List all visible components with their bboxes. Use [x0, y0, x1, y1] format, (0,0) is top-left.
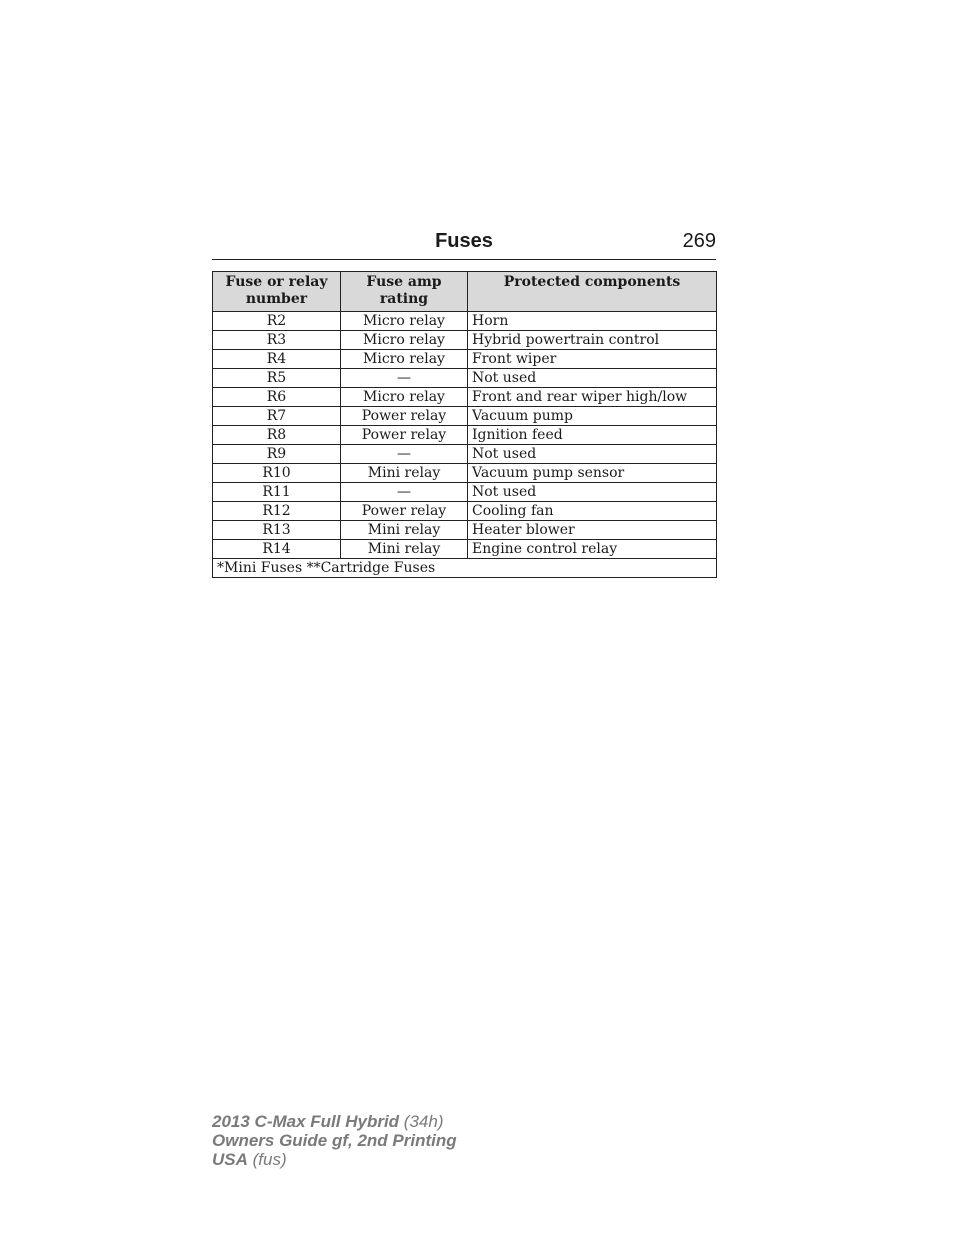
protected-component-cell: Not used — [468, 445, 717, 464]
table-body — [213, 312, 717, 578]
table-row — [213, 464, 717, 483]
column-header-protected-components: Protected components — [468, 272, 717, 312]
protected-component-cell: Vacuum pump — [468, 407, 717, 426]
table-row — [213, 312, 717, 331]
page-header — [212, 228, 716, 260]
fuse-number-cell: R6 — [213, 388, 341, 407]
protected-component-cell: Horn — [468, 312, 717, 331]
table-footnote-row — [213, 559, 717, 578]
protected-component-cell: Front and rear wiper high/low — [468, 388, 717, 407]
protected-component-cell: Not used — [468, 483, 717, 502]
table-row — [213, 483, 717, 502]
fuse-number-cell: R2 — [213, 312, 341, 331]
fuse-number-cell: R5 — [213, 369, 341, 388]
amp-rating-cell: Mini relay — [341, 464, 468, 483]
fuse-table — [212, 271, 717, 578]
table-row — [213, 502, 717, 521]
amp-rating-cell: Power relay — [341, 426, 468, 445]
table-row — [213, 426, 717, 445]
protected-component-cell: Ignition feed — [468, 426, 717, 445]
table-row — [213, 388, 717, 407]
fuse-number-cell: R10 — [213, 464, 341, 483]
section-title: Fuses — [435, 230, 493, 252]
fuse-number-cell: R11 — [213, 483, 341, 502]
amp-rating-cell: Mini relay — [341, 540, 468, 559]
footer-market-code: (fus) — [252, 1150, 287, 1169]
protected-component-cell: Not used — [468, 369, 717, 388]
fuse-number-cell: R7 — [213, 407, 341, 426]
amp-rating-cell: Power relay — [341, 502, 468, 521]
fuse-number-cell: R14 — [213, 540, 341, 559]
amp-rating-cell: Mini relay — [341, 521, 468, 540]
footer-guide-edition: Owners Guide gf, 2nd Printing — [212, 1131, 457, 1150]
column-header-amp-rating: Fuse amp rating — [341, 272, 468, 312]
amp-rating-cell: Power relay — [341, 407, 468, 426]
fuse-number-cell: R4 — [213, 350, 341, 369]
footer-line-model — [212, 1112, 457, 1131]
table-row — [213, 407, 717, 426]
table-footnote: *Mini Fuses **Cartridge Fuses — [213, 559, 717, 578]
protected-component-cell: Vacuum pump sensor — [468, 464, 717, 483]
table-row — [213, 331, 717, 350]
amp-rating-cell: Micro relay — [341, 350, 468, 369]
footer-line-market — [212, 1150, 457, 1169]
protected-component-cell: Hybrid powertrain control — [468, 331, 717, 350]
amp-rating-cell: — — [341, 445, 468, 464]
protected-component-cell: Engine control relay — [468, 540, 717, 559]
table-row — [213, 369, 717, 388]
fuse-number-cell: R3 — [213, 331, 341, 350]
table-row — [213, 350, 717, 369]
protected-component-cell: Cooling fan — [468, 502, 717, 521]
amp-rating-cell: Micro relay — [341, 388, 468, 407]
page-number: 269 — [682, 230, 716, 252]
footer-model-code: (34h) — [403, 1112, 444, 1131]
fuse-number-cell: R13 — [213, 521, 341, 540]
amp-rating-cell: — — [341, 369, 468, 388]
footer-model-name: 2013 C-Max Full Hybrid — [212, 1112, 400, 1131]
table-row — [213, 540, 717, 559]
amp-rating-cell: Micro relay — [341, 331, 468, 350]
document-footer — [212, 1112, 457, 1169]
protected-component-cell: Front wiper — [468, 350, 717, 369]
footer-line-guide — [212, 1131, 457, 1150]
fuse-number-cell: R12 — [213, 502, 341, 521]
table-row — [213, 521, 717, 540]
amp-rating-cell: — — [341, 483, 468, 502]
table-row — [213, 445, 717, 464]
fuse-number-cell: R8 — [213, 426, 341, 445]
table-header-row — [213, 272, 717, 312]
amp-rating-cell: Micro relay — [341, 312, 468, 331]
protected-component-cell: Heater blower — [468, 521, 717, 540]
fuse-number-cell: R9 — [213, 445, 341, 464]
footer-market: USA — [212, 1150, 248, 1169]
column-header-fuse-number: Fuse or relay number — [213, 272, 341, 312]
